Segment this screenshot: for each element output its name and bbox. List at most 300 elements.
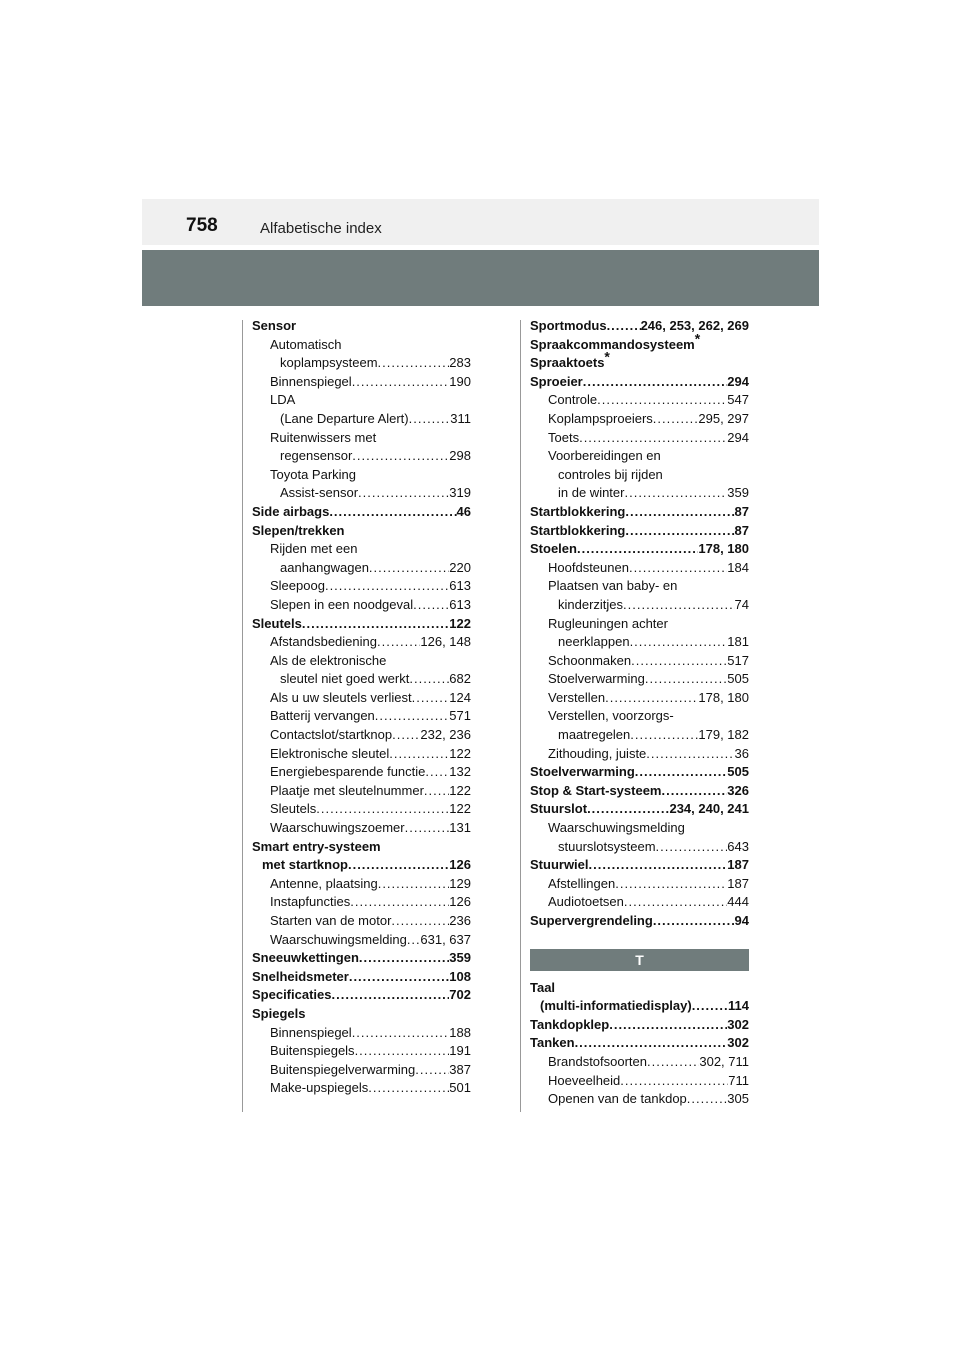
dot-leader	[620, 1072, 728, 1091]
index-term: Sneeuwkettingen	[252, 950, 359, 966]
index-term: Als de elektronische	[270, 652, 387, 668]
index-entry	[252, 893, 471, 912]
index-term: Snelheidsmeter	[252, 968, 349, 984]
page-reference: 132	[449, 764, 471, 780]
index-entry	[252, 522, 471, 541]
index-term: Starten van de motor	[270, 913, 392, 928]
dot-leader	[412, 689, 450, 708]
page-reference: 126	[449, 857, 471, 873]
index-entry	[530, 466, 749, 485]
index-term: Schoonmaken	[548, 652, 632, 668]
dot-leader	[630, 633, 728, 652]
dot-leader	[352, 447, 449, 466]
index-term: (multi-informatiedisplay)	[540, 998, 692, 1014]
index-term: met startknop	[262, 857, 348, 873]
page-reference: 387	[449, 1061, 471, 1077]
page-reference: 236	[449, 913, 471, 928]
page-reference: 234, 240, 241	[669, 801, 749, 817]
index-term: Rijden met een	[270, 541, 358, 557]
section-banner	[142, 250, 819, 306]
index-term: Contactslot/startknop	[270, 727, 393, 743]
dot-leader	[577, 540, 698, 559]
page-reference: 122	[449, 615, 471, 631]
page-reference: 36	[734, 745, 749, 761]
dot-leader	[378, 875, 450, 894]
page-reference: 547	[727, 392, 749, 408]
index-term: Plaatje met sleutelnummer	[270, 782, 424, 798]
dot-leader	[415, 1061, 449, 1080]
index-term: Assist-sensor	[280, 485, 359, 501]
index-term: sleutel niet goed werkt	[280, 671, 410, 687]
index-term: Openen van de tankdop	[548, 1091, 687, 1107]
index-term: neerklappen	[558, 634, 630, 650]
index-term: controles bij rijden	[558, 466, 663, 482]
page-reference: 74	[734, 596, 749, 612]
footnote-star: *	[694, 330, 701, 347]
index-entry	[530, 893, 749, 912]
index-entry	[252, 577, 471, 596]
dot-leader	[332, 986, 450, 1005]
index-term: Batterij vervangen	[270, 708, 375, 724]
index-entry	[252, 336, 471, 355]
index-term: Verstellen	[548, 689, 606, 705]
dot-leader	[375, 707, 450, 726]
dot-leader	[377, 633, 420, 652]
dot-leader	[409, 410, 451, 429]
index-entry	[530, 997, 749, 1016]
dot-leader	[409, 670, 449, 689]
dot-leader	[348, 856, 449, 875]
index-entry	[252, 763, 471, 782]
page-reference: 232, 236	[420, 727, 471, 743]
index-column-right	[530, 317, 749, 1109]
dot-leader	[368, 1079, 449, 1098]
dot-leader	[413, 596, 449, 615]
index-entry	[530, 979, 749, 998]
index-term: Zithouding, juiste	[548, 745, 647, 761]
page-reference: 122	[449, 801, 471, 817]
index-entry	[252, 931, 471, 950]
index-term: Waarschuwingszoemer	[270, 820, 405, 836]
page-reference: 702	[449, 987, 471, 1003]
index-entry	[530, 707, 749, 726]
dot-leader	[625, 522, 734, 541]
index-entry	[252, 800, 471, 819]
page-reference: 517	[727, 652, 749, 668]
index-entry	[252, 373, 471, 392]
page-reference: 302, 711	[699, 1053, 749, 1069]
page-reference: 131	[449, 820, 471, 836]
page-reference: 122	[449, 782, 471, 798]
index-entry	[252, 652, 471, 671]
index-entry	[252, 968, 471, 987]
index-term: Automatisch	[270, 336, 342, 352]
index-entry	[530, 689, 749, 708]
index-term: Afstellingen	[548, 875, 616, 891]
dot-leader	[629, 559, 727, 578]
index-entry	[252, 949, 471, 968]
page-reference: 613	[449, 596, 471, 612]
dot-leader	[575, 1034, 728, 1053]
index-term: Side airbags	[252, 503, 330, 519]
dot-leader	[352, 1024, 450, 1043]
index-term: Sproeier	[530, 373, 583, 389]
index-term: Binnenspiegel	[270, 373, 352, 389]
page-reference: 184	[727, 559, 749, 575]
dot-leader	[623, 596, 735, 615]
index-term: Taal	[530, 979, 556, 995]
index-entry	[530, 912, 749, 931]
index-term: Audiotoetsen	[548, 894, 624, 910]
section-letter-bar: T	[530, 949, 749, 971]
index-entry	[530, 1090, 749, 1109]
page-reference: 246, 253, 262, 269	[640, 318, 749, 333]
index-entry	[530, 838, 749, 857]
index-entry	[252, 484, 471, 503]
page-reference: 294	[727, 429, 749, 445]
index-entry	[530, 1016, 749, 1035]
dot-leader	[656, 838, 728, 857]
page-reference: 129	[449, 875, 471, 891]
index-entry	[252, 466, 471, 485]
index-entry	[252, 633, 471, 652]
dot-leader	[589, 856, 728, 875]
index-term: Controle	[548, 392, 598, 408]
index-term: Stuurwiel	[530, 857, 589, 873]
dot-leader	[392, 726, 420, 745]
index-entry	[252, 1005, 471, 1024]
index-term: Afstandsbediening	[270, 634, 377, 650]
index-entry	[252, 670, 471, 689]
index-entry	[252, 856, 471, 875]
index-column-left	[252, 317, 471, 1098]
page-reference: 359	[449, 950, 471, 966]
index-term: Als u uw sleutels verliest	[270, 689, 412, 705]
index-entry	[252, 503, 471, 522]
index-term: Plaatsen van baby- en	[548, 578, 678, 594]
page-reference: 178, 180	[698, 541, 749, 557]
page-reference: 114	[728, 998, 749, 1014]
index-entry	[252, 391, 471, 410]
index-entry	[530, 875, 749, 894]
dot-leader	[609, 1016, 727, 1035]
dot-leader	[661, 782, 727, 801]
index-entry	[530, 1072, 749, 1091]
index-term: Spiegels	[252, 1005, 306, 1021]
index-entry	[530, 503, 749, 522]
dot-leader	[587, 800, 669, 819]
index-term: Slepen/trekken	[252, 522, 345, 538]
page-reference: 505	[727, 671, 749, 687]
page-reference: 613	[449, 578, 471, 594]
index-entry	[252, 726, 471, 745]
page-reference: 302	[727, 1016, 749, 1032]
index-entry	[530, 615, 749, 634]
index-entry	[530, 1053, 749, 1072]
index-entry	[530, 782, 749, 801]
index-term: Spraaktoets	[530, 355, 605, 371]
index-entry	[252, 745, 471, 764]
index-entry	[252, 429, 471, 448]
dot-leader	[352, 373, 450, 392]
dot-leader	[647, 1053, 699, 1072]
page-reference: 311	[450, 410, 471, 426]
dot-leader	[607, 317, 641, 336]
index-entry	[530, 577, 749, 596]
index-term: Buitenspiegelverwarming	[270, 1061, 416, 1077]
header-band	[142, 199, 819, 245]
index-entry	[530, 800, 749, 819]
index-term: Sportmodus	[530, 318, 607, 333]
page-reference: 179, 182	[698, 727, 749, 743]
index-term: Sleepoog	[270, 578, 325, 594]
dot-leader	[646, 745, 734, 764]
header-title: Alfabetische index	[260, 220, 382, 237]
page-reference: 178, 180	[698, 689, 749, 705]
index-term: Sleutels	[252, 615, 302, 631]
index-entry	[252, 410, 471, 429]
index-entry	[530, 447, 749, 466]
index-term: Ruitenwissers met	[270, 429, 377, 445]
index-term: Sensor	[252, 318, 297, 333]
index-entry	[252, 838, 471, 857]
index-entry	[530, 652, 749, 671]
dot-leader	[635, 763, 728, 782]
page-reference: 326	[727, 782, 749, 798]
dot-leader	[597, 391, 727, 410]
index-term: Hoeveelheid	[548, 1072, 621, 1088]
page-reference: 643	[727, 838, 749, 854]
index-term: Brandstofsoorten	[548, 1053, 648, 1069]
dot-leader	[424, 782, 449, 801]
column-rule-left	[242, 320, 243, 1112]
dot-leader	[349, 968, 449, 987]
dot-leader	[391, 912, 449, 931]
index-term: Spraakcommandosysteem	[530, 336, 695, 352]
index-entry	[530, 317, 749, 336]
index-term: Instapfuncties	[270, 894, 351, 910]
index-entry	[530, 745, 749, 764]
index-term: Stuurslot	[530, 801, 588, 817]
index-entry	[252, 596, 471, 615]
index-term: Stoelverwarming	[548, 671, 645, 687]
index-term: Toyota Parking	[270, 466, 356, 482]
index-term: Rugleuningen achter	[548, 615, 668, 631]
index-entry	[530, 819, 749, 838]
dot-leader	[625, 503, 734, 522]
index-entry	[530, 670, 749, 689]
page-reference: 87	[734, 503, 749, 519]
page-reference: 631, 637	[420, 931, 471, 947]
index-term: Energiebesparende functie	[270, 764, 426, 780]
index-entry	[252, 615, 471, 634]
index-entry	[530, 373, 749, 392]
dot-leader	[359, 949, 449, 968]
index-term: koplampsysteem	[280, 355, 378, 371]
index-entry	[530, 856, 749, 875]
index-entry	[530, 330, 749, 355]
index-entry	[252, 875, 471, 894]
page-reference: 87	[734, 522, 749, 538]
index-term: Stoelen	[530, 541, 577, 557]
dot-leader	[579, 429, 727, 448]
page-reference: 298	[449, 448, 471, 464]
index-entry	[530, 429, 749, 448]
page-reference: 302	[727, 1035, 749, 1051]
index-term: regensensor	[280, 448, 353, 464]
index-entry	[530, 559, 749, 578]
index-entry	[252, 689, 471, 708]
index-term: Stoelverwarming	[530, 764, 635, 780]
page-number: 758	[186, 215, 218, 236]
page-reference: 190	[449, 373, 471, 389]
page-reference: 122	[449, 745, 471, 761]
index-entry	[530, 1034, 749, 1053]
page-reference: 187	[727, 875, 749, 891]
index-entry	[530, 410, 749, 429]
page-reference: 711	[728, 1072, 749, 1088]
dot-leader	[605, 689, 698, 708]
index-entry	[252, 819, 471, 838]
dot-leader	[316, 800, 449, 819]
index-entry	[530, 633, 749, 652]
index-section-t	[530, 979, 749, 1109]
index-term: stuurslotsysteem	[558, 838, 656, 854]
dot-leader	[583, 373, 728, 392]
index-term: Specificaties	[252, 987, 332, 1003]
index-entry	[530, 348, 749, 373]
dot-leader	[631, 652, 727, 671]
page-reference: 505	[727, 764, 749, 780]
index-term: Make-upspiegels	[270, 1080, 369, 1096]
index-entry	[252, 559, 471, 578]
index-term: Antenne, plaatsing	[270, 875, 378, 891]
page-reference: 571	[449, 708, 471, 724]
index-entry	[252, 1042, 471, 1061]
page-reference: 295, 297	[698, 410, 749, 426]
dot-leader	[425, 763, 449, 782]
dot-leader	[624, 484, 727, 503]
dot-leader	[329, 503, 456, 522]
page-reference: 187	[727, 857, 749, 873]
index-term: Smart entry-systeem	[252, 838, 381, 854]
dot-leader	[378, 354, 450, 373]
index-term: Sleutels	[270, 801, 317, 817]
page-reference: 124	[449, 689, 471, 705]
dot-leader	[615, 875, 727, 894]
dot-leader	[630, 726, 698, 745]
dot-leader	[325, 577, 449, 596]
index-term: in de winter	[558, 485, 625, 501]
index-entry	[252, 1061, 471, 1080]
page-reference: 46	[456, 503, 471, 519]
index-entry	[252, 1024, 471, 1043]
dot-leader	[653, 912, 735, 931]
page-reference: 294	[727, 373, 749, 389]
page-reference: 191	[449, 1043, 471, 1059]
index-term: Startblokkering	[530, 503, 626, 519]
dot-leader	[350, 893, 449, 912]
index-term: Tankdopklep	[530, 1016, 610, 1032]
page-reference: 188	[449, 1024, 471, 1040]
dot-leader	[358, 484, 449, 503]
index-term: (Lane Departure Alert)	[280, 410, 409, 426]
index-term: Buitenspiegels	[270, 1043, 355, 1059]
index-entry	[530, 484, 749, 503]
dot-leader	[389, 745, 449, 764]
index-entry	[252, 354, 471, 373]
page-reference: 319	[449, 485, 471, 501]
page-reference: 126	[449, 894, 471, 910]
index-term: Toets	[548, 429, 580, 445]
dot-leader	[692, 997, 728, 1016]
index-term: Verstellen, voorzorgs-	[548, 708, 674, 724]
index-term: Koplampsproeiers	[548, 410, 653, 426]
index-term: Hoofdsteunen	[548, 559, 629, 575]
page-reference: 283	[449, 355, 471, 371]
page-reference: 220	[449, 559, 471, 575]
index-entry	[252, 707, 471, 726]
page-reference: 108	[449, 968, 471, 984]
dot-leader	[407, 931, 421, 950]
index-entry	[530, 540, 749, 559]
page-reference: 501	[449, 1080, 471, 1096]
dot-leader	[302, 615, 449, 634]
index-term: Waarschuwingsmelding	[548, 820, 685, 836]
index-entry	[530, 763, 749, 782]
index-term: Slepen in een noodgeval	[270, 596, 414, 612]
dot-leader	[369, 559, 449, 578]
index-term: Stop & Start-systeem	[530, 782, 662, 798]
index-entry	[252, 447, 471, 466]
index-entry	[252, 912, 471, 931]
index-term: aanhangwagen	[280, 559, 369, 575]
page-reference: 359	[727, 485, 749, 501]
page-reference: 682	[449, 671, 471, 687]
index-entry	[252, 1079, 471, 1098]
index-term: kinderzitjes	[558, 596, 624, 612]
index-term: Startblokkering	[530, 522, 626, 538]
index-section-s	[530, 317, 749, 931]
page-reference: 126, 148	[420, 634, 471, 650]
index-entry	[252, 782, 471, 801]
index-term: Elektronische sleutel	[270, 745, 390, 761]
index-term: Waarschuwingsmelding	[270, 931, 407, 947]
page-reference: 305	[727, 1091, 749, 1107]
dot-leader	[355, 1042, 450, 1061]
index-term: Voorbereidingen en	[548, 448, 661, 464]
index-term: LDA	[270, 392, 296, 408]
dot-leader	[653, 410, 699, 429]
index-term: Binnenspiegel	[270, 1024, 352, 1040]
column-rule-right	[520, 320, 521, 1112]
dot-leader	[624, 893, 727, 912]
page-reference: 181	[727, 634, 749, 650]
index-term: maatregelen	[558, 727, 631, 743]
dot-leader	[405, 819, 450, 838]
index-term: Supervergrendeling	[530, 913, 653, 928]
index-entry	[252, 986, 471, 1005]
page-reference: 444	[727, 894, 749, 910]
footnote-star: *	[604, 348, 610, 365]
page-reference: 94	[734, 913, 749, 928]
index-entry	[530, 596, 749, 615]
index-term: Tanken	[530, 1035, 575, 1051]
index-entry	[252, 317, 471, 336]
dot-leader	[687, 1090, 728, 1109]
index-entry	[530, 391, 749, 410]
index-entry	[530, 522, 749, 541]
